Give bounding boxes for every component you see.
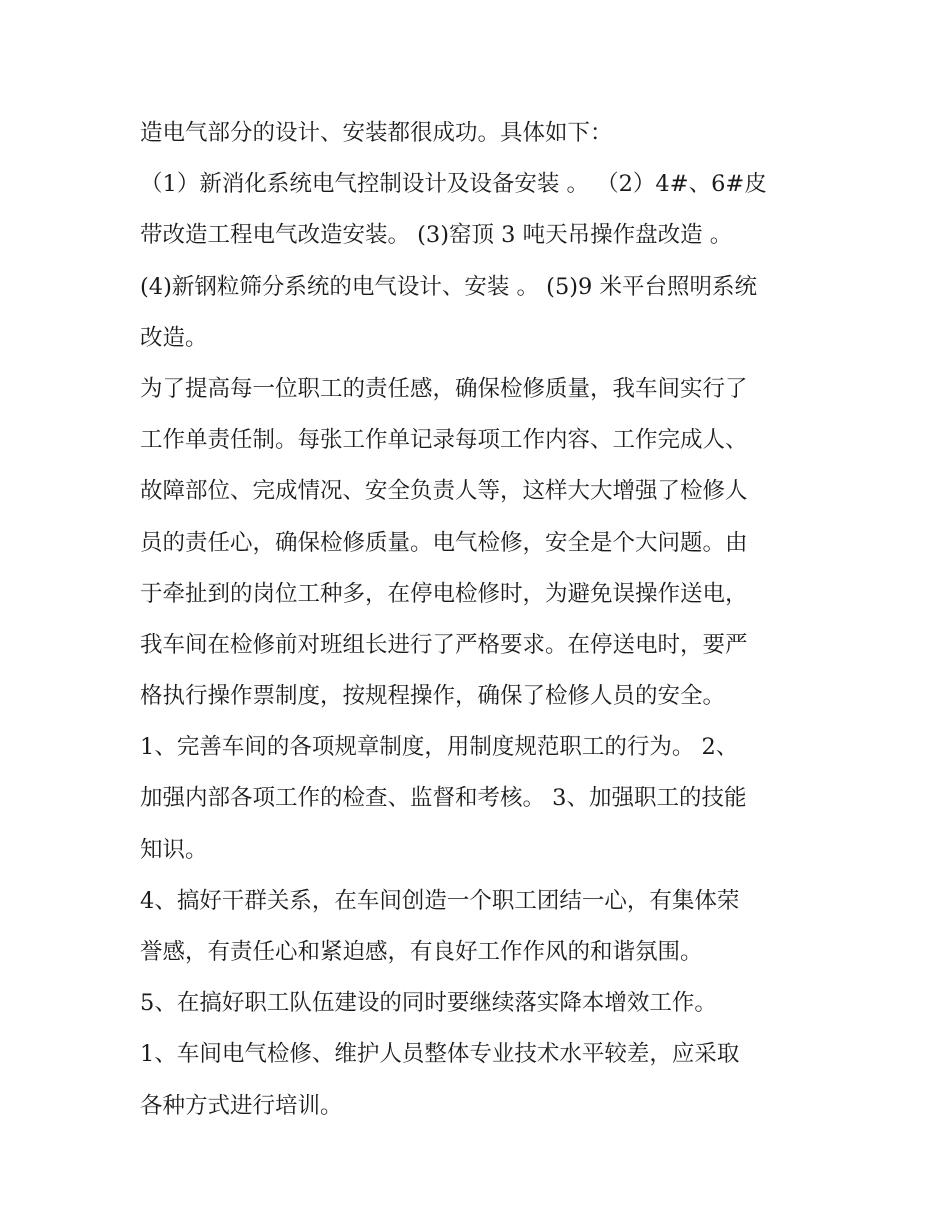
text-line: 5、在搞好职工队伍建设的同时要继续落实降本增效工作。 <box>140 990 717 1017</box>
text-line: 造电气部分的设计、安装都很成功。具体如下： <box>140 120 613 146</box>
text-line: 知识。 <box>140 836 208 863</box>
text-line: 改造。 <box>140 324 208 351</box>
text-line: 员的责任心，确保检修质量。电气检修，安全是个大问题。由 <box>140 529 748 556</box>
text-line: 工作单责任制。每张工作单记录每项工作内容、工作完成人、 <box>140 427 748 454</box>
text-line: 带改造工程电气改造安装。 (3)窑顶 3 吨天吊操作盘改造 。 <box>140 222 733 249</box>
text-line: 于牵扯到的岗位工种多，在停电检修时，为避免误操作送电， <box>140 580 748 607</box>
text-line: 为了提高每一位职工的责任感，确保检修质量，我车间实行了 <box>140 375 748 402</box>
text-line: 各种方式进行培训。 <box>140 1092 343 1119</box>
document-body <box>140 108 820 1132</box>
text-line: 4、搞好干群关系，在车间创造一个职工团结一心，有集体荣 <box>140 887 740 914</box>
text-line: （1）新消化系统电气控制设计及设备安装 。 （2）4#、6#皮 <box>140 171 767 198</box>
text-line: (4)新钢粒筛分系统的电气设计、安装 。 (5)9 米平台照明系统 <box>140 273 758 300</box>
text-line: 加强内部各项工作的检查、监督和考核。 3、加强职工的技能 <box>140 785 747 812</box>
text-line: 誉感，有责任心和紧迫感，有良好工作作风的和谐氛围。 <box>140 939 703 965</box>
text-line: 我车间在检修前对班组长进行了严格要求。在停送电时，要严 <box>140 631 748 658</box>
text-line: 故障部位、完成情况、安全负责人等，这样大大增强了检修人 <box>140 478 748 505</box>
text-line: 1、车间电气检修、维护人员整体专业技术水平较差，应采取 <box>140 1041 740 1068</box>
text-line: 格执行操作票制度，按规程操作，确保了检修人员的安全。 <box>140 683 726 710</box>
text-line: 1、完善车间的各项规章制度，用制度规范职工的行为。 2、 <box>140 734 739 761</box>
